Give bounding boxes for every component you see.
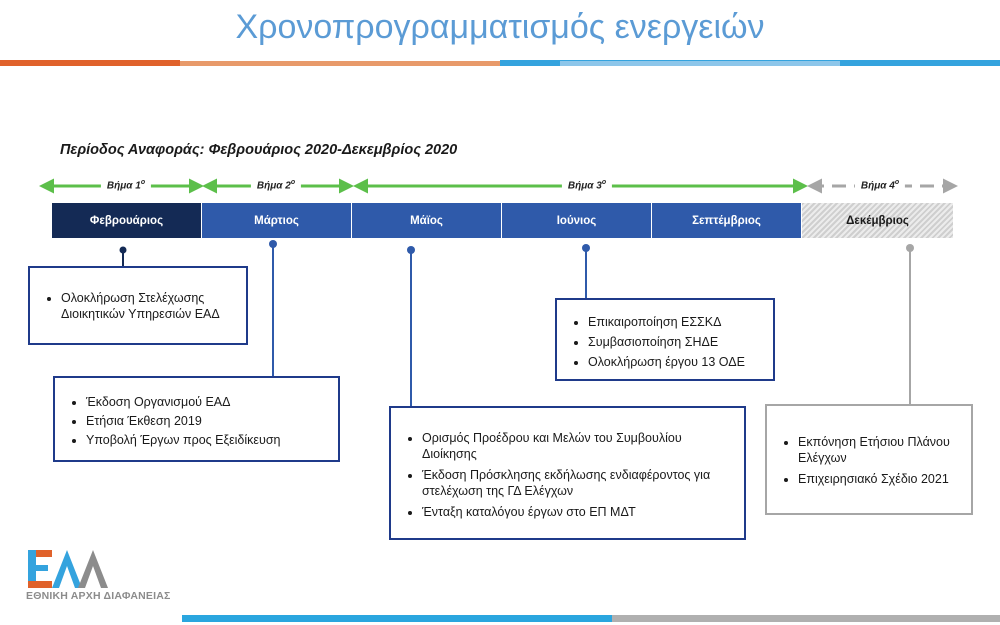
logo-text: ΕΘΝΙΚΗ ΑΡΧΗ ΔΙΑΦΑΝΕΙΑΣ — [26, 590, 171, 602]
page-title: Χρονοπρογραμματισμός ενεργειών — [235, 8, 765, 46]
connector-may-dot — [407, 246, 415, 254]
box-february-item: • Ολοκλήρωση Στελέχωσης Διοικητικών Υπηρεσιών ΕΑΔ — [61, 290, 246, 322]
box-june-item: • Ολοκλήρωση έργου 13 ΟΔΕ — [588, 354, 773, 370]
header-stripe — [0, 60, 1000, 67]
box-february — [28, 266, 248, 345]
connector-feb-dot — [120, 247, 127, 254]
box-march-item: • Έκδοση Οργανισμού ΕΑΔ — [86, 394, 338, 410]
month-september: Σεπτέμβριος — [652, 203, 802, 238]
box-december — [765, 404, 973, 515]
timeline-bar — [52, 203, 953, 238]
ead-logo — [26, 548, 110, 590]
connector-mar-dot — [269, 240, 277, 248]
box-june-item: • Επικαιροποίηση ΕΣΣΚΔ — [588, 314, 773, 330]
ead-logo-mark — [28, 550, 108, 588]
box-december-item: • Επιχειρησιακό Σχέδιο 2021 — [798, 471, 961, 487]
month-december: Δεκέμβριος — [802, 203, 953, 238]
box-march — [53, 376, 340, 462]
step-1-label: Βήμα $1^o$ — [101, 179, 151, 191]
box-may-item: • Ορισμός Προέδρου και Μελών του Συμβουλίου Διοίκησης — [422, 430, 732, 462]
box-december-item: • Εκπόνηση Ετήσιου Πλάνου Ελέγχων — [798, 434, 961, 466]
step-2-label: Βήμα $2^o$ — [251, 179, 301, 191]
month-june: Ιούνιος — [502, 203, 652, 238]
step-3-label: Βήμα $3^o$ — [562, 179, 612, 191]
box-may-item: • Ένταξη καταλόγου έργων στο ΕΠ ΜΔΤ — [422, 504, 732, 520]
month-may: Μάϊος — [352, 203, 502, 238]
footer-stripe — [0, 613, 1000, 625]
step-4-label: Βήμα $4^o$ — [855, 179, 905, 191]
reporting-period: Περίοδος Αναφοράς: Φεβρουάριος 2020-Δεκεμβρίος 2020 — [60, 142, 458, 158]
box-june-item: • Συμβασιοποίηση ΣΗΔΕ — [588, 334, 773, 350]
box-may — [389, 406, 746, 540]
box-may-item: • Έκδοση Πρόσκλησης εκδήλωσης ενδιαφέροντος για στελέχωση της ΓΔ Ελέγχων — [422, 467, 732, 499]
box-march-item: • Ετήσια Έκθεση 2019 — [86, 413, 338, 429]
connector-dec-dot — [906, 244, 914, 252]
month-march: Μάρτιος — [202, 203, 352, 238]
connector-jun-dot — [582, 244, 590, 252]
month-february: Φεβρουάριος — [52, 203, 202, 238]
box-june — [555, 298, 775, 381]
box-march-item: • Υποβολή Έργων προς Εξειδίκευση — [86, 432, 338, 448]
